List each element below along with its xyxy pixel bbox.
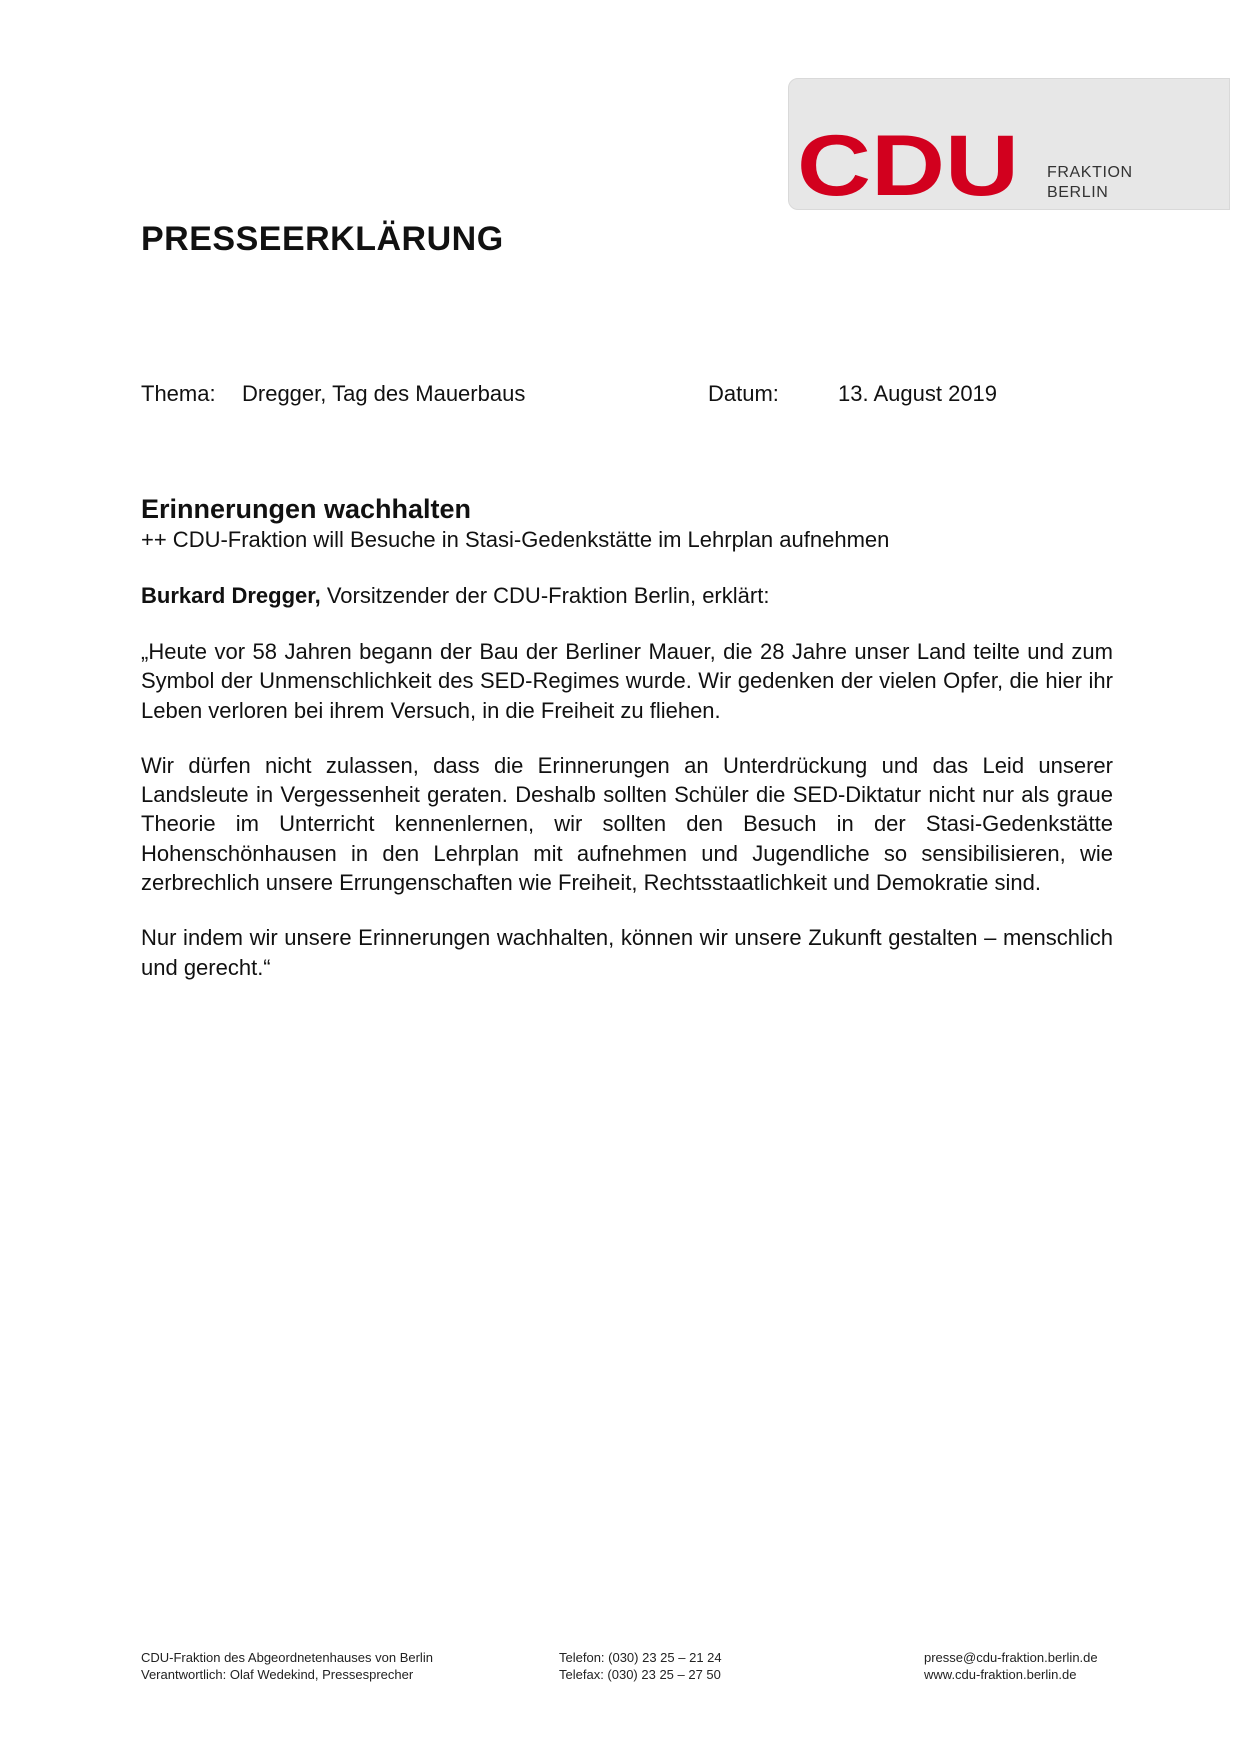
footer-org-name: CDU-Fraktion des Abgeordnetenhauses von Berlin xyxy=(141,1650,433,1665)
footer-organization xyxy=(141,1649,433,1683)
footer-fax: Telefax: (030) 23 25 – 27 50 xyxy=(559,1667,721,1682)
logo-subtitle xyxy=(1047,163,1133,203)
headline: Erinnerungen wachhalten xyxy=(141,494,472,524)
page-title: PRESSEERKLÄRUNG xyxy=(141,220,504,258)
logo-subtitle-fraktion: FRAKTION xyxy=(1047,164,1133,181)
footer-phone: Telefon: (030) 23 25 – 21 24 xyxy=(559,1650,722,1665)
topic-value: Dregger, Tag des Mauerbaus xyxy=(242,381,526,406)
date-label: Datum: xyxy=(708,381,779,406)
cdu-wordmark-text: CDU xyxy=(797,131,1019,201)
speaker-line xyxy=(141,581,1113,611)
body-paragraph-3: Nur indem wir unsere Erinnerungen wachhalten, können wir unsere Zukunft gestalten – menschlich und gerecht.“ xyxy=(141,925,1113,980)
cdu-wordmark-logo xyxy=(797,131,1022,201)
press-release-body xyxy=(141,493,1113,982)
speaker-name: Burkard Dregger, xyxy=(141,583,321,608)
speaker-role: Vorsitzender der CDU-Fraktion Berlin, erklärt: xyxy=(320,583,770,608)
date-value: 13. August 2019 xyxy=(838,381,998,406)
footer-contact-online xyxy=(924,1649,1098,1683)
footer-website-link[interactable]: www.cdu-fraktion.berlin.de xyxy=(924,1667,1077,1682)
body-paragraph-1: „Heute vor 58 Jahren begann der Bau der Berliner Mauer, die 28 Jahre unser Land teilte und zum Symbol der Unmenschlichkeit des SED-Regimes wurde. Wir gedenken der vielen Opfer, die hier ihr Leben verloren bei ihrem Versuch, in die Freiheit zu fliehen. xyxy=(141,639,1113,723)
footer-email-link[interactable]: presse@cdu-fraktion.berlin.de xyxy=(924,1650,1098,1665)
footer-contact-phone xyxy=(559,1649,722,1683)
logo-subtitle-berlin: BERLIN xyxy=(1047,184,1109,201)
footer-responsible: Verantwortlich: Olaf Wedekind, Pressesprecher xyxy=(141,1667,414,1682)
cdu-fraktion-logo xyxy=(788,78,1230,210)
topic-label: Thema: xyxy=(141,381,216,406)
subheadline: ++ CDU-Fraktion will Besuche in Stasi-Gedenkstätte im Lehrplan aufnehmen xyxy=(141,527,890,552)
body-paragraph-2: Wir dürfen nicht zulassen, dass die Erinnerungen an Unterdrückung und das Leid unserer Landsleute in Vergessenheit geraten. Deshalb sollten Schüler die SED-Diktatur nicht nur als graue Theorie im Unterricht kennenlernen, wir sollten den Besuch in der Stasi-Gedenkstätte Hohenschönhausen in den Lehrplan mit aufnehmen und Jugendliche so sensibilisieren, wie zerbrechlich unsere Errungenschaften wie Freiheit, Rechtsstaatlichkeit und Demokratie sind. xyxy=(141,752,1113,896)
